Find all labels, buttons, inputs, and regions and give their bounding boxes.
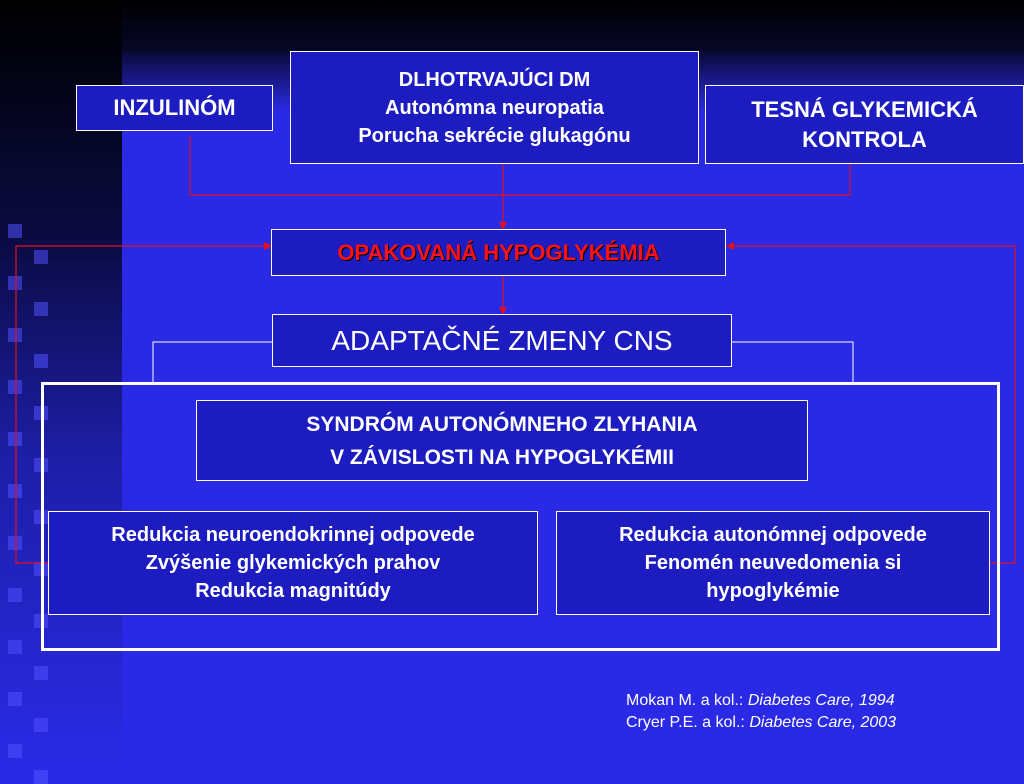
insulinoma-label: INZULINÓM	[113, 95, 236, 120]
hypoglycemia-label: OPAKOVANÁ HYPOGLYKÉMIA	[337, 239, 660, 265]
box-tight-glycemic-control	[705, 85, 1024, 164]
box-neuroendocrine-response	[48, 511, 538, 615]
syndrome-line-2: V ZÁVISLOSTI NA HYPOGLYKÉMII	[330, 445, 674, 469]
autonomic-line-3: hypoglykémie	[706, 580, 840, 602]
arrow-tesna-to-hypoglycemia	[503, 163, 850, 195]
reference-2-authors: Cryer P.E. a kol.:	[626, 714, 750, 731]
reference-1-source: Diabetes Care, 1994	[747, 692, 895, 709]
box-insulinoma	[76, 85, 273, 131]
syndrome-line-1: SYNDRÓM AUTONÓMNEHO ZLYHANIA	[306, 412, 698, 436]
dm-line-2: Autonómna neuropatia	[385, 96, 604, 119]
decorative-square	[34, 770, 48, 784]
box-autonomic-failure-syndrome	[196, 400, 808, 481]
cns-label: ADAPTAČNÉ ZMENY CNS	[331, 324, 673, 356]
neuroendocrine-line-1: Redukcia neuroendokrinnej odpovede	[111, 524, 475, 546]
cns-bracket-right	[732, 342, 853, 382]
tight-control-line-2: KONTROLA	[802, 126, 927, 152]
box-autonomic-response	[556, 511, 990, 615]
autonomic-line-2: Fenomén neuvedomenia si	[644, 552, 902, 574]
box-long-term-dm	[290, 51, 699, 164]
autonomic-line-1: Redukcia autonómnej odpovede	[619, 524, 927, 546]
box-cns-adaptive-changes	[272, 314, 732, 367]
reference-2-source: Diabetes Care, 2003	[749, 714, 897, 731]
neuroendocrine-line-3: Redukcia magnitúdy	[195, 580, 391, 602]
dm-line-1: DLHOTRVAJÚCI DM	[398, 68, 591, 91]
references	[626, 690, 896, 734]
tight-control-line-1: TESNÁ GLYKEMICKÁ	[751, 96, 978, 122]
reference-2	[626, 712, 896, 734]
box-recurrent-hypoglycemia	[271, 229, 726, 276]
reference-1-authors: Mokan M. a kol.:	[626, 692, 748, 709]
reference-1	[626, 690, 896, 712]
neuroendocrine-line-2: Zvýšenie glykemických prahov	[145, 552, 441, 574]
dm-line-3: Porucha sekrécie glukagónu	[358, 124, 631, 147]
cns-bracket	[153, 342, 272, 382]
